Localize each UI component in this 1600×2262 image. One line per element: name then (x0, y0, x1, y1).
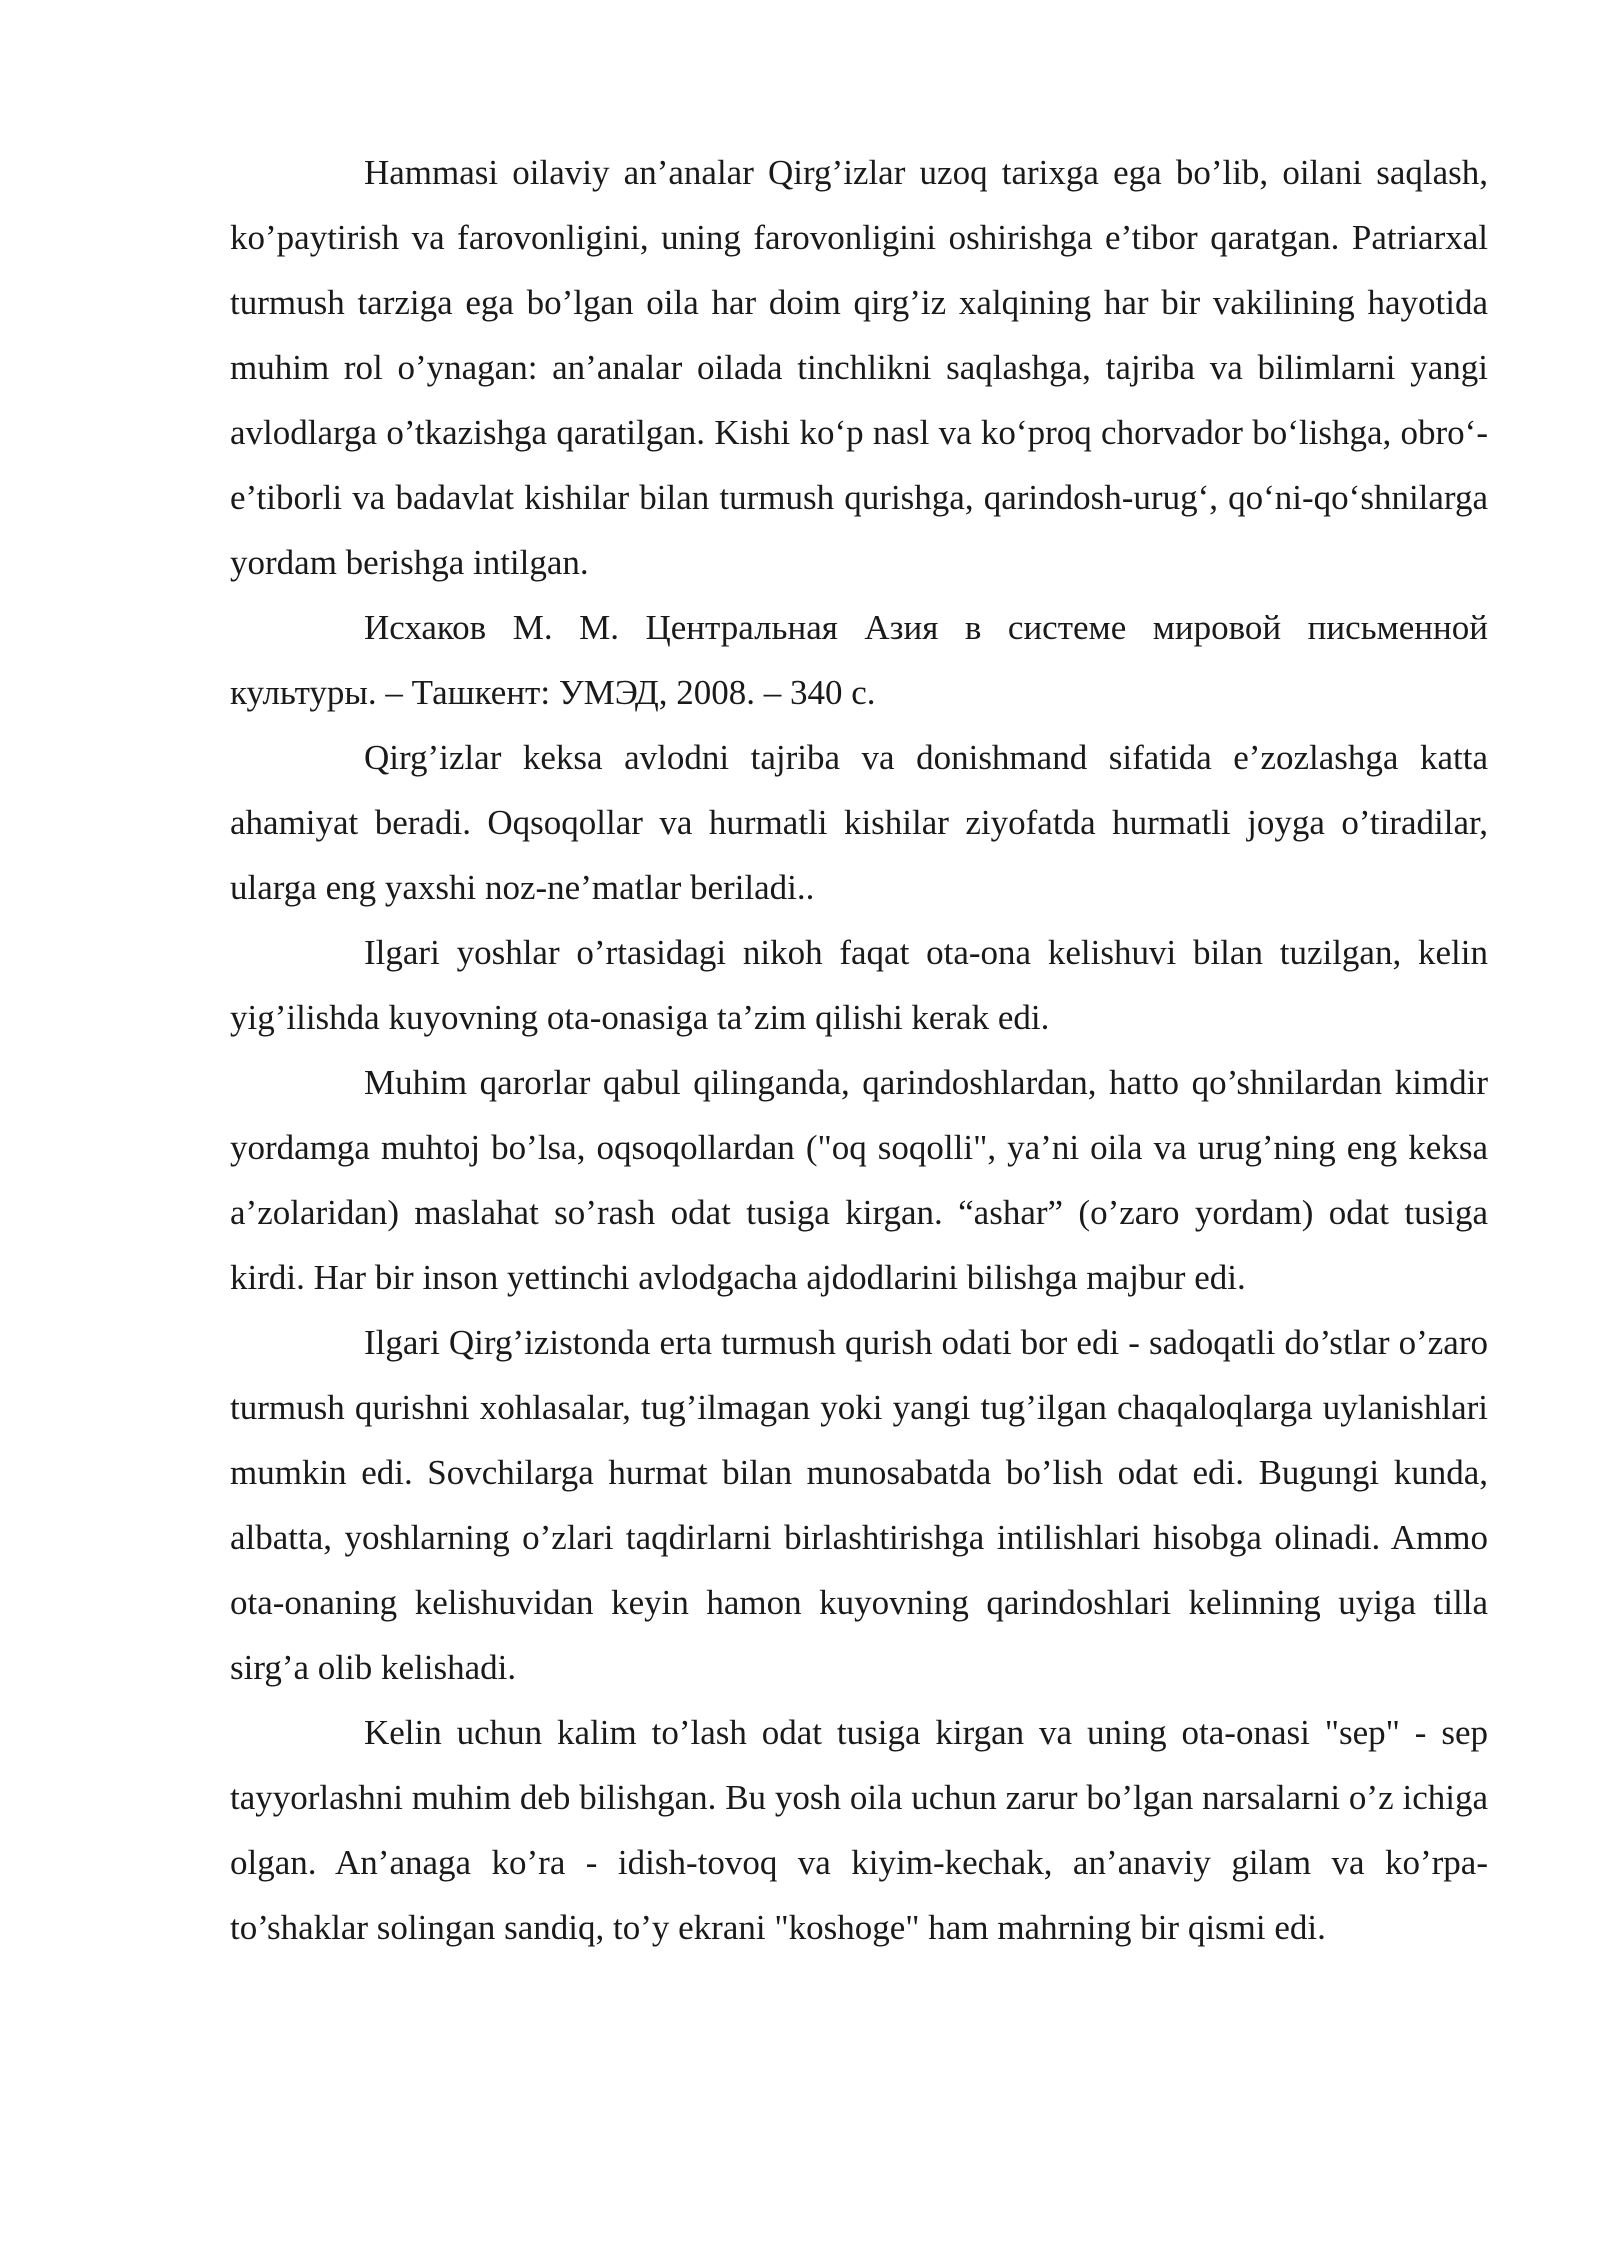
paragraph-marriage: Ilgari yoshlar o’rtasidagi nikoh faqat ota-ona kelishuvi bilan tuzilgan, kelin yig’ilishda kuyovning ota-onasiga ta’zim qilishi kerak edi. (230, 933, 1488, 1037)
paragraph-elders: Qirg’izlar keksa avlodni tajriba va donishmand sifatida e’zozlashga katta ahamiyat beradi. Oqsoqollar va hurmatli kishilar ziyofatda hurmatli joyga o’tiradilar, ularga eng yaxshi noz-ne’matlar beriladi.. (230, 738, 1488, 907)
paragraph-citation: Исхаков М. М. Центральная Азия в системе мировой письменной культуры. – Ташкент: УМЭД, 2008. – 340 с. (230, 608, 1488, 712)
document-page (230, 140, 1488, 1960)
paragraph-family-traditions: Hammasi oilaviy an’analar Qirg’izlar uzoq tarixga ega bo’lib, oilani saqlash, ko’paytirish va farovonligini, uning farovonligini oshirishga e’tibor qaratgan. Patriarxal turmush tarziga ega bo’lgan oila har doim qirg’iz xalqining har bir vakilining hayotida muhim rol o’ynagan: an’analar oilada tinchlikni saqlashga, tajriba va bilimlarni yangi avlodlarga o’tkazishga qaratilgan. Kishi ko‘p nasl va ko‘proq chorvador bo‘lishga, obro‘-e’tiborli va badavlat kishilar bilan turmush qurishga, qarindosh-urug‘, qo‘ni-qo‘shnilarga yordam berishga intilgan. (230, 153, 1488, 582)
paragraph-dowry: Kelin uchun kalim to’lash odat tusiga kirgan va uning ota-onasi "sep" - sep tayyorlashni muhim deb bilishgan. Bu yosh oila uchun zarur bo’lgan narsalarni o’z ichiga olgan. An’anaga ko’ra - idish-tovoq va kiyim-kechak, an’anaviy gilam va ko’rpa-to’shaklar solingan sandiq, to’y ekrani "koshoge" ham mahrning bir qismi edi. (230, 1713, 1488, 1947)
paragraph-early-marriage: Ilgari Qirg’izistonda erta turmush qurish odati bor edi - sadoqatli do’stlar o’zaro turmush qurishni xohlasalar, tug’ilmagan yoki yangi tug’ilgan chaqaloqlarga uylanishlari mumkin edi. Sovchilarga hurmat bilan munosabatda bo’lish odat edi. Bugungi kunda, albatta, yoshlarning o’zlari taqdirlarni birlashtirishga intilishlari hisobga olinadi. Ammo ota-onaning kelishuvidan keyin hamon kuyovning qarindoshlari kelinning uyiga tilla sirg’a olib kelishadi. (230, 1323, 1488, 1687)
paragraph-decisions: Muhim qarorlar qabul qilinganda, qarindoshlardan, hatto qo’shnilardan kimdir yordamga muhtoj bo’lsa, oqsoqollardan ("oq soqolli", ya’ni oila va urug’ning eng keksa a’zolaridan) maslahat so’rash odat tusiga kirgan. “ashar” (o’zaro yordam) odat tusiga kirdi. Har bir inson yettinchi avlodgacha ajdodlarini bilishga majbur edi. (230, 1063, 1488, 1297)
